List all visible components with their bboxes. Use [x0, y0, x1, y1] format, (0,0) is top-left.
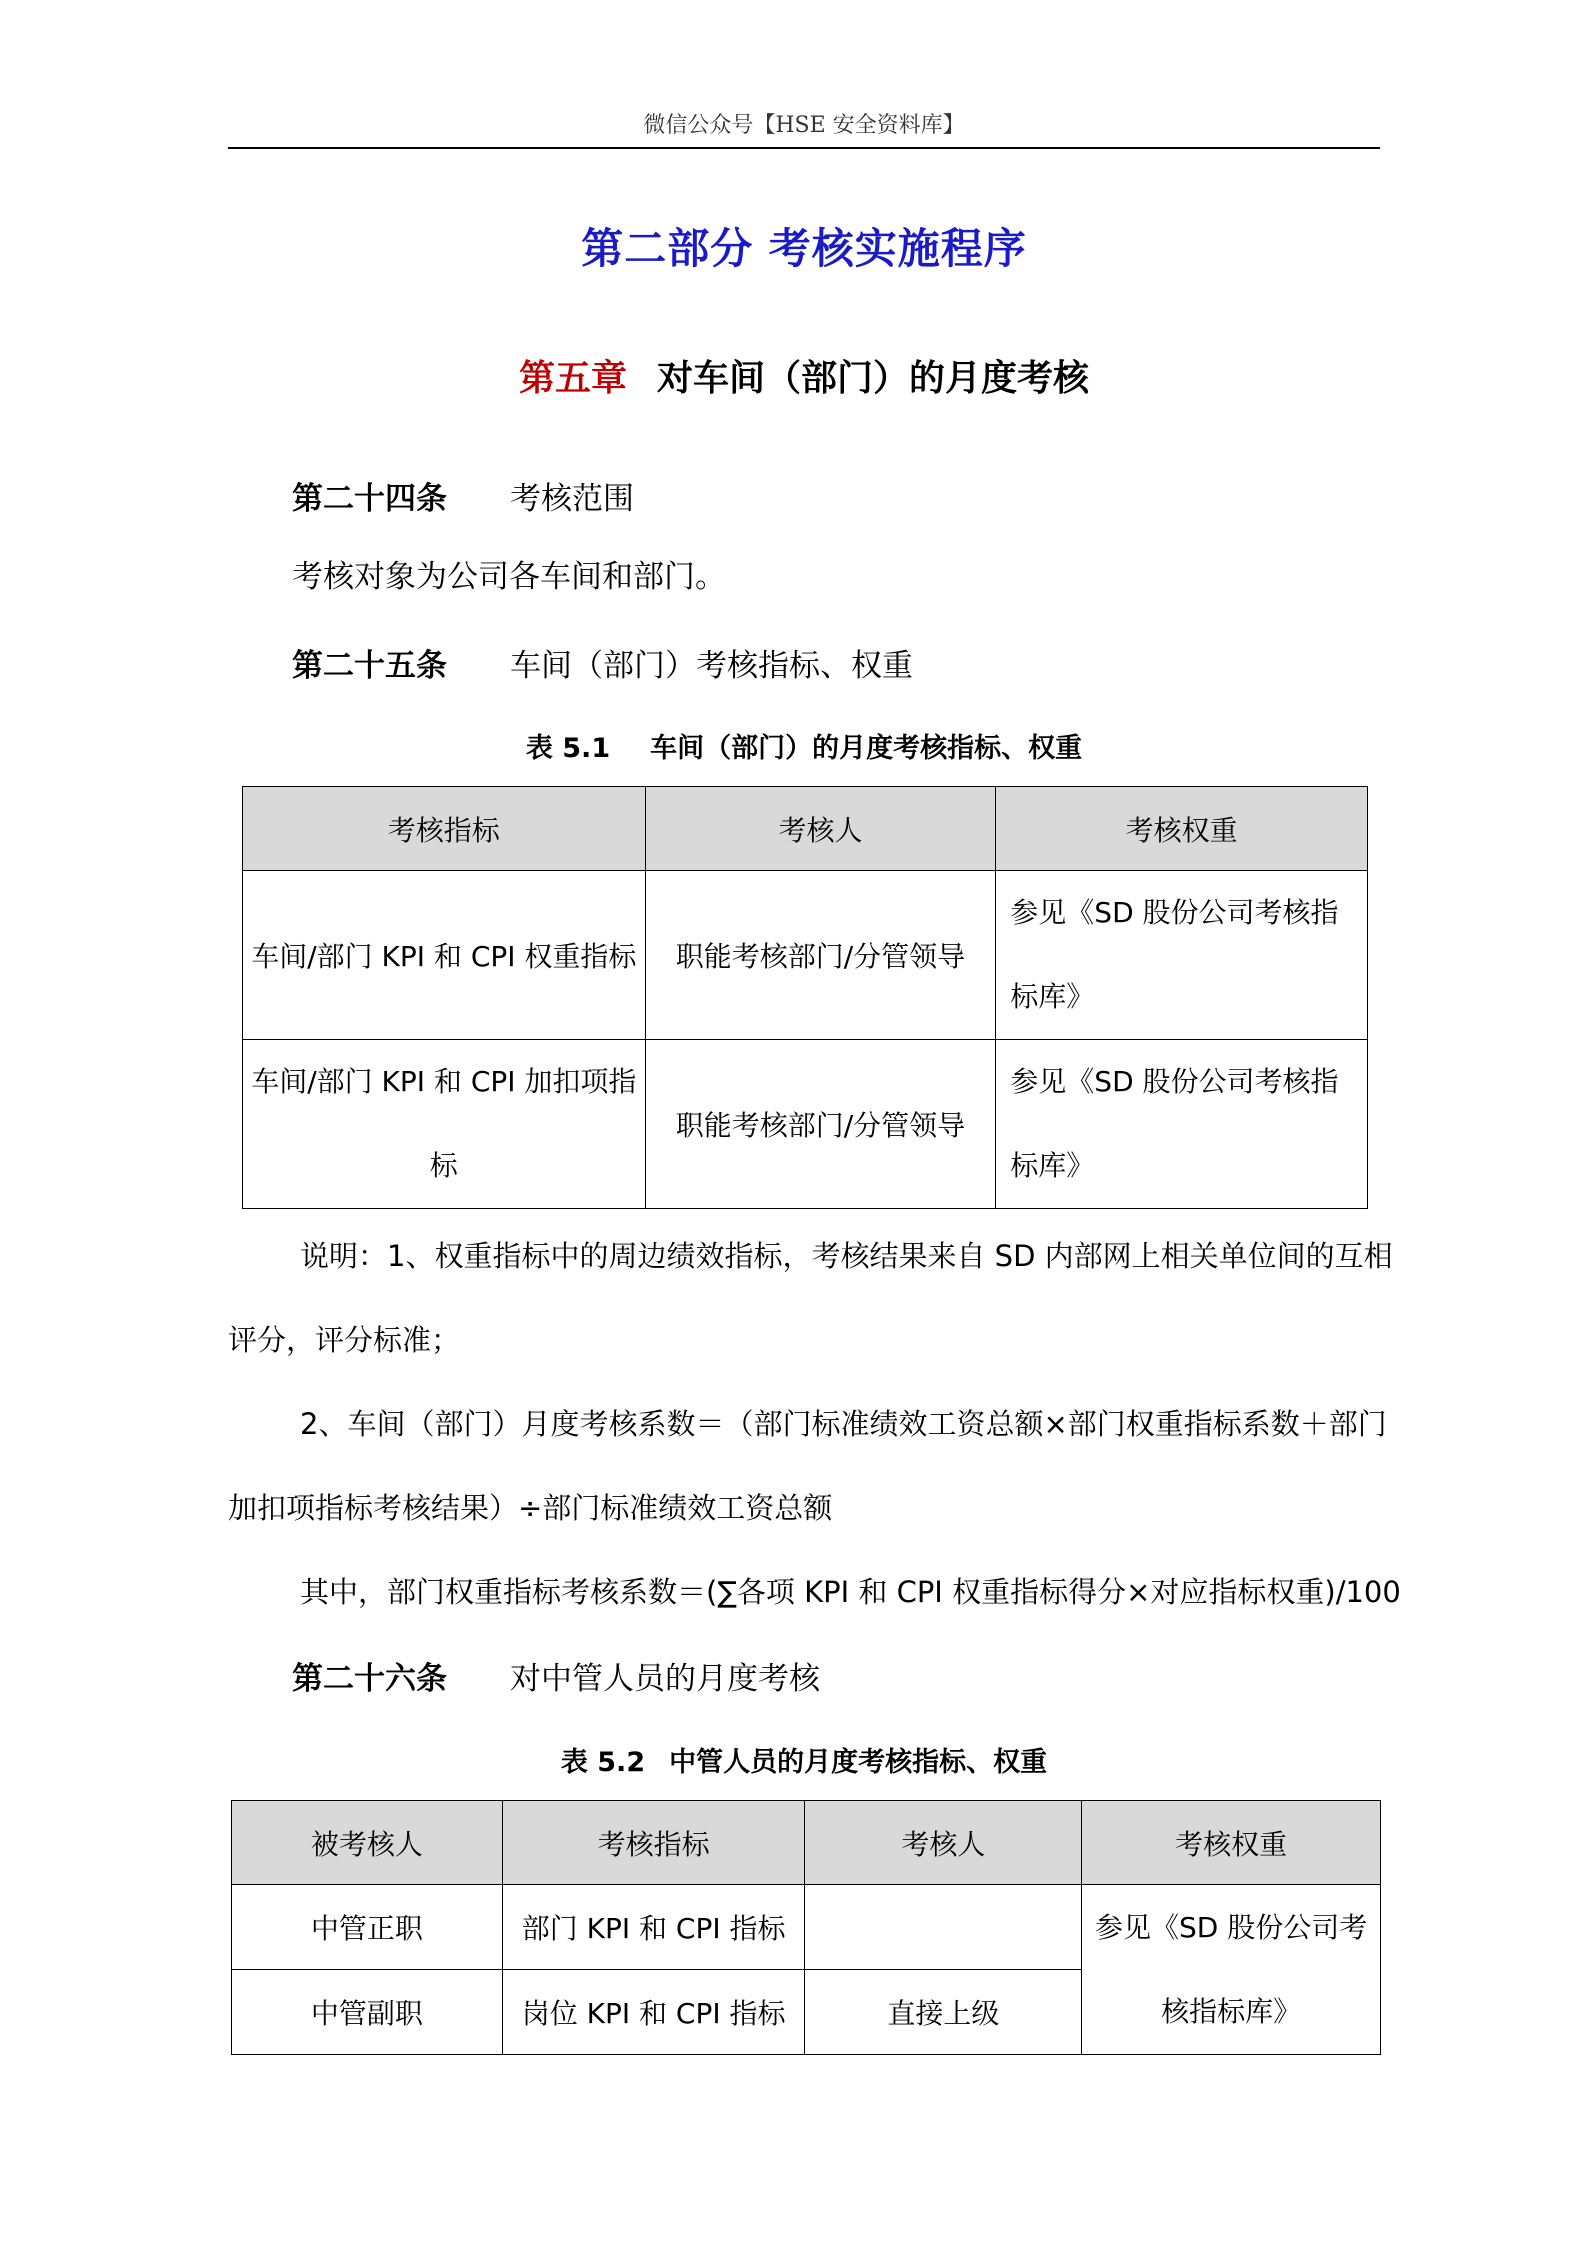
table2-caption-title: 中管人员的月度考核指标、权重	[669, 1747, 1048, 1778]
page-header: 微信公众号【HSE 安全资料库】	[643, 113, 965, 138]
table1-caption-title: 车间（部门）的月度考核指标、权重	[650, 733, 1083, 764]
note-2-line-2: 加扣项指标考核结果）÷部门标准绩效工资总额	[228, 1491, 833, 1525]
person-cell: 中管副职	[232, 1970, 503, 2055]
indicator-cell: 部门 KPI 和 CPI 指标	[502, 1885, 805, 1970]
note-3: 其中，部门权重指标考核系数＝(∑各项 KPI 和 CPI 权重指标得分×对应指标权重)/100	[300, 1575, 1401, 1609]
table1-caption	[228, 726, 1380, 765]
chapter-title	[228, 350, 1380, 401]
person-cell: 中管正职	[232, 1885, 503, 1970]
table1	[242, 786, 1368, 1209]
table2-header-cell: 考核权重	[1082, 1801, 1381, 1885]
table-row	[232, 1885, 1381, 1970]
table1-caption-number: 表 5.1	[525, 733, 611, 764]
table2	[231, 1800, 1381, 2055]
part-title: 第二部分 考核实施程序	[581, 224, 1027, 273]
article-number: 第二十六条	[292, 1661, 447, 1697]
table-row	[243, 1040, 1368, 1209]
note-1-line-2: 评分，评分标准；	[228, 1323, 461, 1357]
article-number: 第二十四条	[292, 481, 447, 517]
chapter-number: 第五章	[518, 358, 627, 399]
weight-cell	[996, 1040, 1368, 1209]
weight-line-2: 标库》	[1010, 980, 1095, 1013]
article-24-body: 考核对象为公司各车间和部门。	[292, 559, 726, 595]
weight-line-2: 核指标库》	[1161, 1994, 1302, 2028]
assessor-cell: 职能考核部门/分管领导	[645, 1040, 996, 1209]
article-title: 对中管人员的月度考核	[510, 1661, 820, 1697]
table2-header-cell: 考核指标	[502, 1801, 805, 1885]
weight-cell	[996, 871, 1368, 1040]
table1-header-cell: 考核指标	[243, 787, 646, 871]
article-title: 考核范围	[510, 481, 634, 517]
indicator-cell	[243, 871, 646, 1040]
note-2-line-1: 2、车间（部门）月度考核系数＝（部门标准绩效工资总额×部门权重指标系数＋部门	[300, 1407, 1387, 1441]
article-title: 车间（部门）考核指标、权重	[510, 648, 913, 684]
indicator-line-2: 标	[429, 1149, 458, 1182]
weight-line-1: 参见《SD 股份公司考核指	[1010, 1065, 1339, 1098]
article-number: 第二十五条	[292, 648, 447, 684]
weight-cell	[1082, 1885, 1381, 2055]
indicator-cell: 岗位 KPI 和 CPI 指标	[502, 1970, 805, 2055]
assessor-cell: 直接上级	[805, 1970, 1082, 2055]
weight-line-1: 参见《SD 股份公司考核指	[1010, 896, 1339, 929]
assessor-cell	[805, 1885, 1082, 1970]
table-row	[243, 871, 1368, 1040]
table1-header-row	[243, 787, 1368, 871]
article-24-heading	[292, 473, 634, 518]
table1-header-cell: 考核人	[645, 787, 996, 871]
table2-caption-number: 表 5.2	[560, 1747, 646, 1778]
table2-header-cell: 考核人	[805, 1801, 1082, 1885]
article-26-heading	[292, 1653, 820, 1698]
indicator-text: 车间/部门 KPI 和 CPI 权重指标	[251, 940, 637, 973]
note-1-line-1: 说明：1、权重指标中的周边绩效指标，考核结果来自 SD 内部网上相关单位间的互相	[300, 1239, 1393, 1273]
weight-line-1: 参见《SD 股份公司考	[1094, 1910, 1368, 1944]
header-divider	[228, 147, 1380, 149]
table1-header-cell: 考核权重	[996, 787, 1368, 871]
assessor-cell: 职能考核部门/分管领导	[645, 871, 996, 1040]
weight-line-2: 标库》	[1010, 1149, 1095, 1182]
table2-caption	[228, 1740, 1380, 1779]
indicator-cell	[243, 1040, 646, 1209]
article-25-heading	[292, 640, 913, 685]
table2-header-row	[232, 1801, 1381, 1885]
table2-header-cell: 被考核人	[232, 1801, 503, 1885]
chapter-name: 对车间（部门）的月度考核	[657, 358, 1090, 399]
indicator-line-1: 车间/部门 KPI 和 CPI 加扣项指	[251, 1065, 637, 1098]
